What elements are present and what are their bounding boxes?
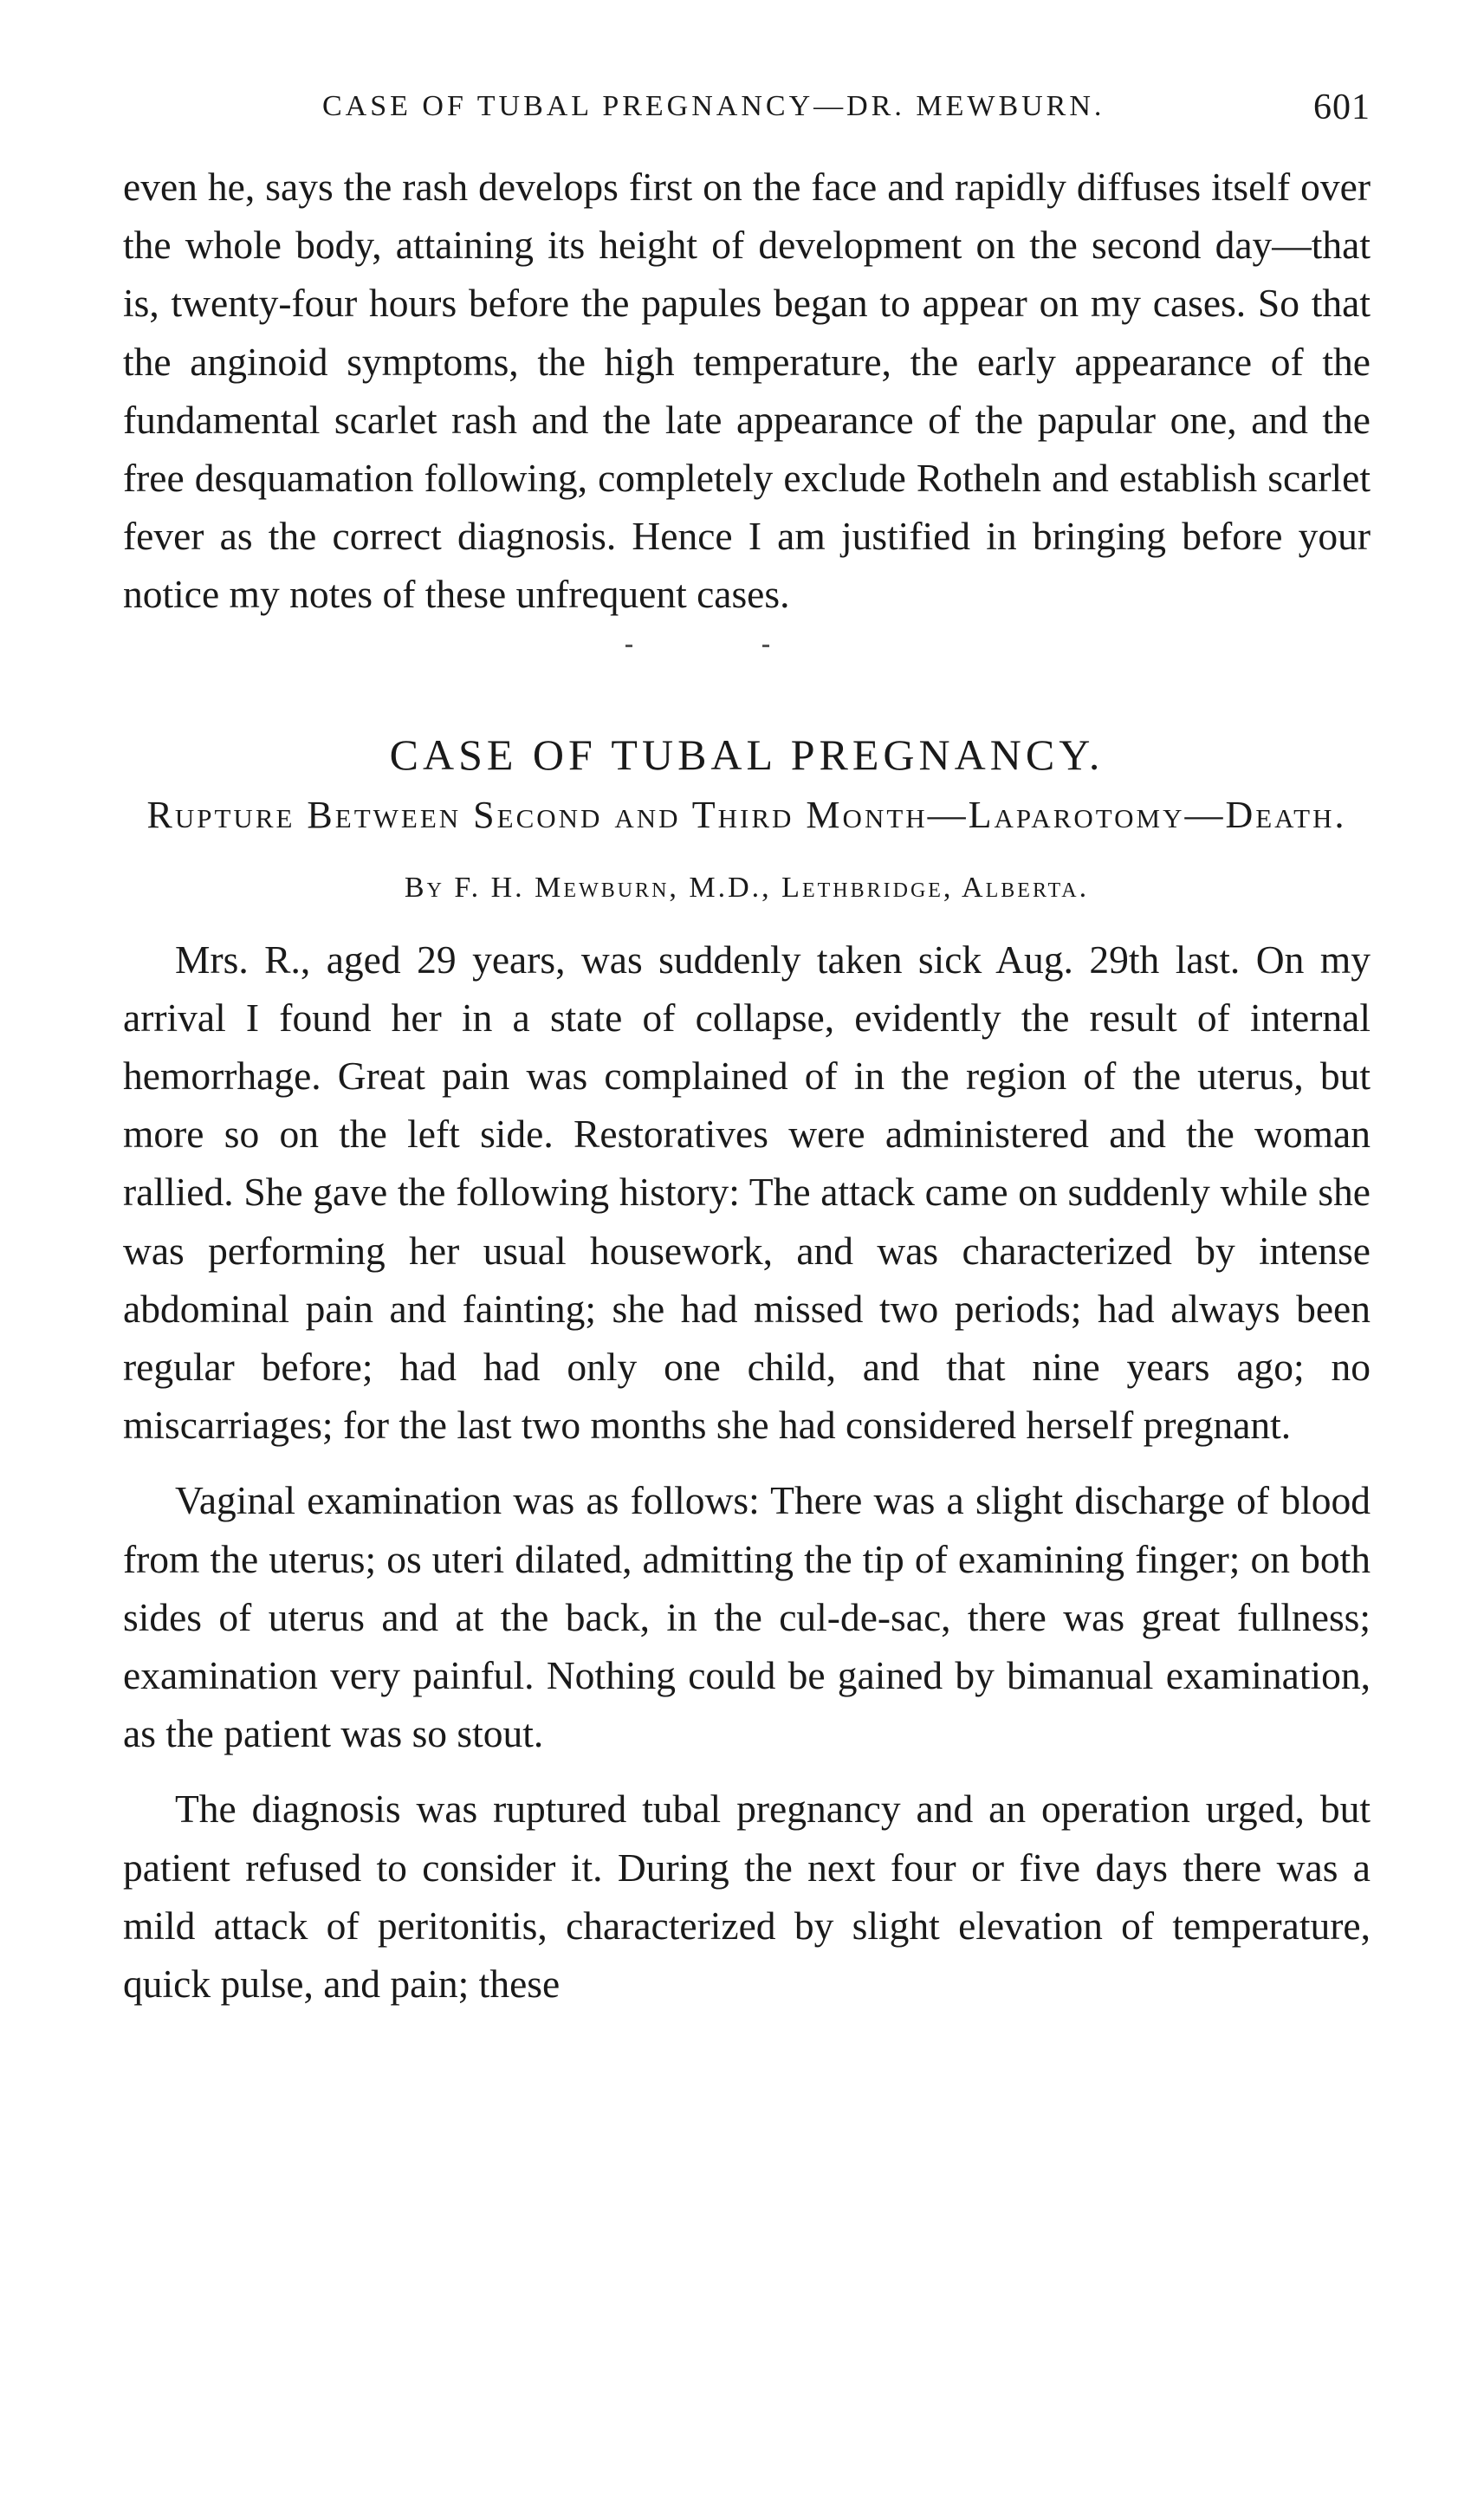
separator-dot (762, 645, 769, 647)
body-paragraph: Vaginal examination was as follows: There was a slight discharge of blood from the uterus; os uteri dilated, admitting the tip of examining finger; on both sides of uterus and at the back, in the cul-de-sac, there was great fullness; examination very painful. Nothing could be gained by bimanual examination, as the patient was so stout. (123, 1478, 1371, 1756)
article-byline: By F. H. Mewburn, M.D., Lethbridge, Alberta. (404, 871, 1090, 904)
article-title: CASE OF TUBAL PREGNANCY. (389, 730, 1105, 779)
body-paragraph: Mrs. R., aged 29 years, was suddenly taken sick Aug. 29th last. On my arrival I found her in a state of collapse, evidently the result of internal hemorrhage. Great pain was complained of in the region of the uterus, but more so on the left side. Restoratives were administered and the woman rallied. She gave the following history: The attack came on suddenly while she was performing her usual housework, and was characterized by intense abdominal pain and fainting; she had missed two periods; had always been regular before; had had only one child, and that nine years ago; no miscarriages; for the last two months she had considered herself pregnant. (123, 937, 1371, 1448)
running-head-title: CASE OF TUBAL PREGNANCY—DR. MEWBURN. (322, 90, 1105, 122)
section-separator (123, 624, 1371, 693)
article-subtitle: Rupture Between Second and Third Month—Laparotomy—Death. (146, 793, 1347, 836)
running-head (123, 87, 1371, 139)
continued-paragraph: even he, says the rash develops first on the face and rapidly diffuses itself over the whole body, attaining its height of development on the second day—that is, twenty-four hours before the papules began to appear on my cases. So that the anginoid symptoms, the high temperature, the early appearance of the fundamental scarlet rash and the late appearance of the papular one, and the free desquamation following, completely exclude Rotheln and establish scarlet fever as the correct diagnosis. Hence I am justified in bringing before your notice my notes of these unfrequent cases. (123, 165, 1371, 617)
document-page (123, 87, 1371, 2013)
page-number: 601 (1313, 88, 1371, 127)
separator-dot (625, 645, 632, 647)
body-paragraph: The diagnosis was ruptured tubal pregnancy and an operation urged, but patient refused to consider it. During the next four or five days there was a mild attack of peritonitis, characterized by slight elevation of temperature, quick pulse, and pain; these (123, 1787, 1371, 2007)
